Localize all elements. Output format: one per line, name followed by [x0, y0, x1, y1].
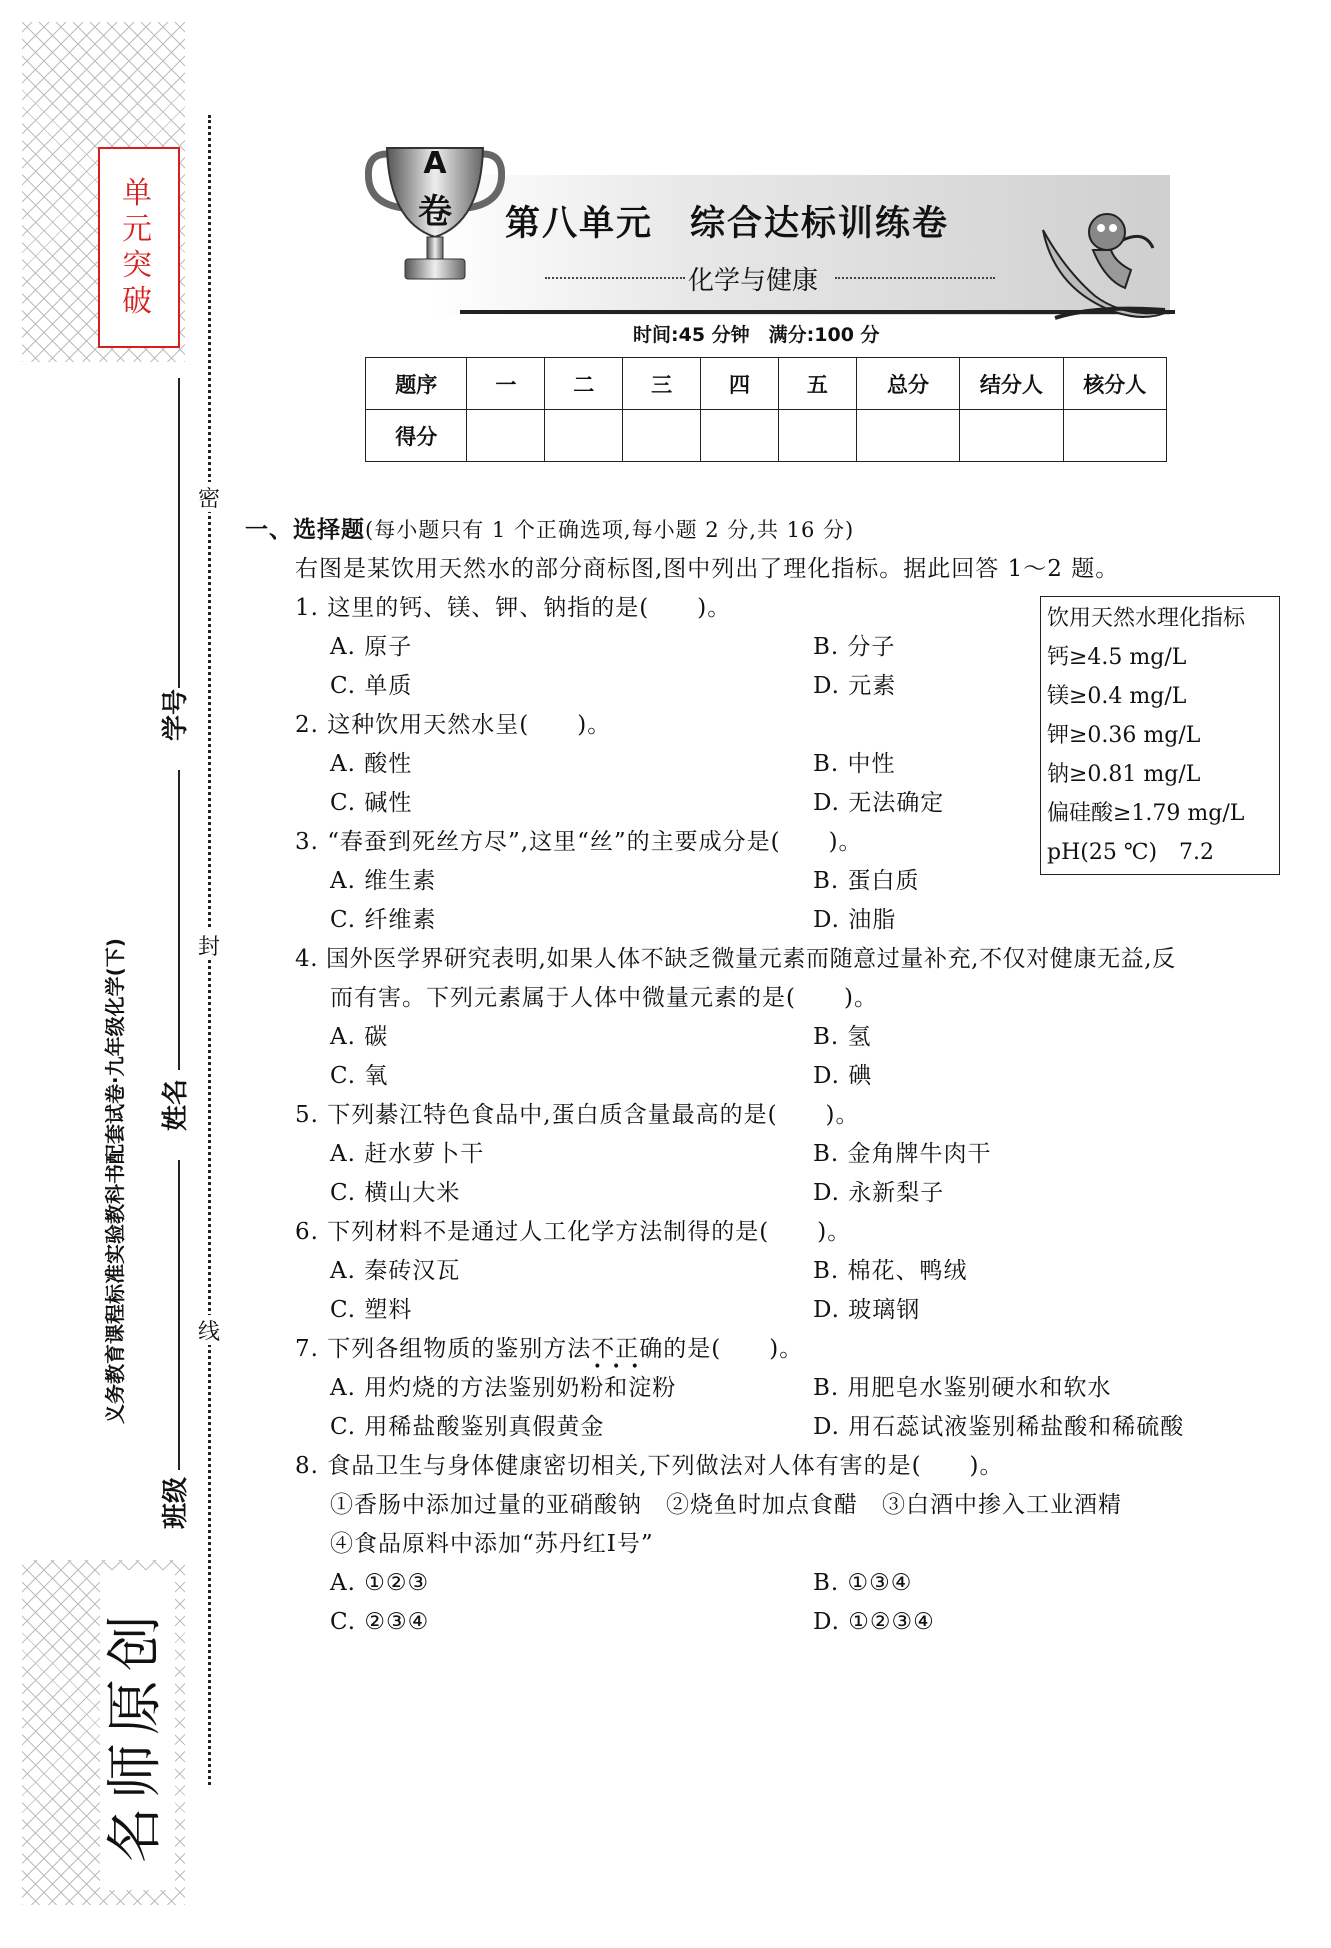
score-cell[interactable]: [960, 410, 1063, 462]
question-stem: 1. 这里的钙、镁、钾、钠指的是( )。: [295, 595, 732, 621]
option-c[interactable]: C. 氧: [330, 1063, 389, 1089]
score-cell[interactable]: [856, 410, 959, 462]
question-stem: 3. “春蚕到死丝方尽”,这里“丝”的主要成分是( )。: [295, 829, 863, 855]
option-b[interactable]: B. 金角牌牛肉干: [813, 1141, 992, 1167]
option-a[interactable]: A. 原子: [330, 634, 413, 660]
score-row: [366, 410, 1167, 462]
option-b[interactable]: B. 蛋白质: [813, 868, 920, 894]
score-cell[interactable]: [701, 410, 779, 462]
option-c[interactable]: C. 横山大米: [330, 1180, 461, 1206]
option-d[interactable]: D. 碘: [813, 1063, 873, 1089]
question-stem: [295, 1336, 803, 1362]
stem-part: 的是( )。: [663, 1336, 804, 1362]
time-info: 时间:45 分钟 满分:100 分: [633, 324, 880, 346]
option-b[interactable]: B. 氢: [813, 1024, 872, 1050]
option-c[interactable]: C. 碱性: [330, 790, 413, 816]
option-a[interactable]: A. 用灼烧的方法鉴别奶粉和淀粉: [330, 1375, 677, 1401]
subtitle-rule-right: [835, 277, 995, 279]
seal-char-mi: 密: [194, 482, 224, 512]
option-a[interactable]: A. ①②③: [330, 1570, 430, 1596]
option-d[interactable]: D. ①②③④: [813, 1609, 935, 1635]
score-header-cell: 三: [623, 358, 701, 410]
score-cell[interactable]: [623, 410, 701, 462]
info-box-line: 钠≥0.81 mg/L: [1047, 762, 1201, 787]
question-stem-cont: 而有害。下列元素属于人体中微量元素的是( )。: [330, 985, 878, 1011]
section-heading: [245, 517, 854, 543]
score-header-cell: 五: [778, 358, 856, 410]
class-label: 班级: [161, 1477, 191, 1530]
info-box-line: 偏硅酸≥1.79 mg/L: [1047, 801, 1245, 826]
subtitle-rule-left: [545, 277, 685, 279]
option-a[interactable]: A. 碳: [330, 1024, 389, 1050]
score-header-cell: 题序: [366, 358, 467, 410]
series-text: 义务教育课程标准实验教科书配套试卷·九年级化学(下): [103, 938, 127, 1424]
option-c[interactable]: C. 纤维素: [330, 907, 437, 933]
badge-text: 卷: [418, 192, 452, 232]
option-b[interactable]: B. 棉花、鸭绒: [813, 1258, 968, 1284]
stem-emphasis: 不正确 • • •: [591, 1336, 663, 1362]
class-line[interactable]: [178, 1160, 180, 1470]
question-stem: 8. 食品卫生与身体健康密切相关,下列做法对人体有害的是( )。: [295, 1453, 1004, 1479]
score-row-label: 得分: [366, 410, 467, 462]
student-id-line[interactable]: [178, 378, 180, 688]
info-box-line: 钾≥0.36 mg/L: [1047, 723, 1201, 748]
option-d[interactable]: D. 无法确定: [813, 790, 945, 816]
option-d[interactable]: D. 永新梨子: [813, 1180, 945, 1206]
option-c[interactable]: C. 单质: [330, 673, 413, 699]
info-box-line: pH(25 ℃) 7.2: [1047, 840, 1215, 865]
question-items: ④食品原料中添加“苏丹红Ⅰ号”: [330, 1531, 654, 1557]
question-stem: 6. 下列材料不是通过人工化学方法制得的是( )。: [295, 1219, 852, 1245]
unit-stamp: [98, 147, 180, 348]
option-b[interactable]: B. 中性: [813, 751, 896, 777]
section-title: 一、选择题: [245, 517, 365, 543]
option-d[interactable]: D. 用石蕊试液鉴别稀盐酸和稀硫酸: [813, 1414, 1185, 1440]
page-title: 第八单元 综合达标训练卷: [505, 204, 950, 244]
option-b[interactable]: B. 用肥皂水鉴别硬水和软水: [813, 1375, 1112, 1401]
info-box-line: 镁≥0.4 mg/L: [1047, 684, 1187, 709]
name-label: 姓名: [161, 1079, 191, 1132]
score-table: [365, 357, 1167, 462]
page-subtitle: 化学与健康: [688, 266, 819, 296]
score-header-cell: 核分人: [1063, 358, 1166, 410]
score-header-cell: 四: [701, 358, 779, 410]
info-box-line: 钙≥4.5 mg/L: [1047, 645, 1187, 670]
option-a[interactable]: A. 维生素: [330, 868, 437, 894]
option-a[interactable]: A. 赶水萝卜干: [330, 1141, 485, 1167]
option-d[interactable]: D. 玻璃钢: [813, 1297, 921, 1323]
score-cell[interactable]: [467, 410, 545, 462]
score-cell[interactable]: [545, 410, 623, 462]
option-c[interactable]: C. 用稀盐酸鉴别真假黄金: [330, 1414, 605, 1440]
section-note: (每小题只有 1 个正确选项,每小题 2 分,共 16 分): [365, 518, 855, 542]
option-b[interactable]: B. ①③④: [813, 1570, 913, 1596]
section-intro: 右图是某饮用天然水的部分商标图,图中列出了理化指标。据此回答 1～2 题。: [295, 556, 1120, 582]
option-d[interactable]: D. 元素: [813, 673, 897, 699]
badge-letter: A: [423, 146, 447, 181]
name-line[interactable]: [178, 770, 180, 1070]
stem-part: 7. 下列各组物质的鉴别方法: [295, 1336, 592, 1362]
mascot-surfer-icon: [1035, 200, 1170, 330]
question-stem: 2. 这种饮用天然水呈( )。: [295, 712, 612, 738]
seal-char-xian: 线: [194, 1315, 224, 1345]
score-cell[interactable]: [1063, 410, 1166, 462]
score-header-cell: 二: [545, 358, 623, 410]
question-stem: 4. 国外医学界研究表明,如果人体不缺乏微量元素而随意过量补充,不仅对健康无益,反: [295, 946, 1176, 972]
info-box-title: 饮用天然水理化指标: [1047, 606, 1246, 631]
seal-char-feng: 封: [194, 930, 224, 960]
water-info-box: [1040, 596, 1280, 875]
score-header-row: [366, 358, 1167, 410]
score-cell[interactable]: [778, 410, 856, 462]
option-c[interactable]: C. ②③④: [330, 1609, 430, 1635]
option-d[interactable]: D. 油脂: [813, 907, 897, 933]
option-b[interactable]: B. 分子: [813, 634, 896, 660]
score-header-cell: 总分: [856, 358, 959, 410]
student-id-label: 学号: [161, 689, 191, 742]
option-a[interactable]: A. 酸性: [330, 751, 413, 777]
option-a[interactable]: A. 秦砖汉瓦: [330, 1258, 461, 1284]
score-header-cell: 一: [467, 358, 545, 410]
score-header-cell: 结分人: [960, 358, 1063, 410]
brand-text: 名师原创: [103, 1607, 168, 1863]
unit-stamp-text: 单元突破: [122, 175, 158, 319]
option-c[interactable]: C. 塑料: [330, 1297, 413, 1323]
question-stem: 5. 下列綦江特色食品中,蛋白质含量最高的是( )。: [295, 1102, 860, 1128]
question-items: ①香肠中添加过量的亚硝酸钠 ②烧鱼时加点食醋 ③白酒中掺入工业酒精: [330, 1492, 1122, 1518]
